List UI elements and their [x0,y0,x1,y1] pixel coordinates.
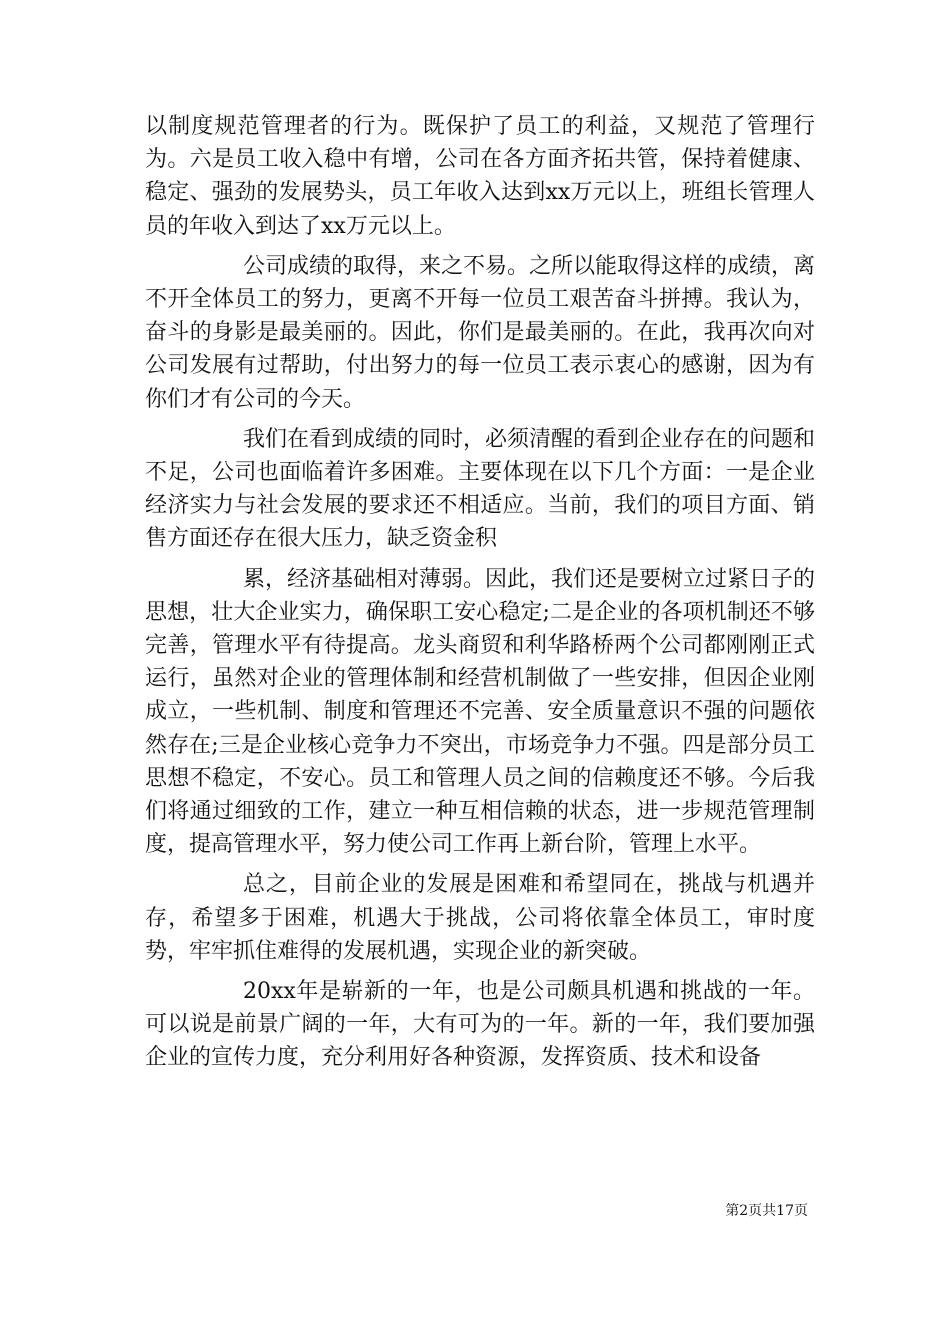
paragraph-4: 累，经济基础相对薄弱。因此，我们还是要树立过紧日子的思想，壮大企业实力，确保职工安心稳定;二是企业的各项机制还不够完善，管理水平有待提高。龙头商贸和利华路桥两个公司都刚刚正式运行，虽然对企业的管理体制和经营机制做了一些安排，但因企业刚成立，一些机制、制度和管理还不完善、安全质量意识不强的问题依然存在;三是企业核心竞争力不突出，市场竞争力不强。四是部分员工思想不稳定，不安心。员工和管理人员之间的信赖度还不够。今后我们将通过细致的工作，建立一种互相信赖的状态，进一步规范管理制度，提高管理水平，努力使公司工作再上新台阶，管理上水平。 [145,566,816,858]
paragraph-6: 20xx年是崭新的一年，也是公司颇具机遇和挑战的一年。可以说是前景广阔的一年，大有可为的一年。新的一年，我们要加强企业的宣传力度，充分利用好各种资源，发挥资质、技术和设备 [145,979,815,1071]
paragraph-gap [145,861,815,868]
paragraph-gap [145,968,815,975]
paragraph-gap [145,556,815,563]
paragraph-2: 公司成绩的取得，来之不易。之所以能取得这样的成绩，离不开全体员工的努力，更离不开每一位员工艰苦奋斗拼搏。我认为，奋斗的身影是最美丽的。因此，你们是最美丽的。在此，我再次向对公司发展有过帮助，付出努力的每一位员工表示衷心的感谢，因为有你们才有公司的今天。 [145,253,816,412]
paragraph-1: 以制度规范管理者的行为。既保护了员工的利益，又规范了管理行为。六是员工收入稳中有增，公司在各方面齐拓共管，保持着健康、稳定、强劲的发展势头，员工年收入达到xx万元以上，班组长管理人员的年收入到达了xx万元以上。 [145,114,815,239]
paragraph-3: 我们在看到成绩的同时，必须清醒的看到企业存在的问题和不足，公司也面临着许多困难。主要体现在以下几个方面：一是企业经济实力与社会发展的要求还不相适应。当前，我们的项目方面、销售方面还存在很大压力，缺乏资金积 [145,426,816,552]
page-number-footer: 第2页共17页 [725,1203,808,1219]
document-body [145,110,815,1075]
paragraph-gap [145,416,815,423]
paragraph-gap [145,243,815,250]
paragraph-5: 总之，目前企业的发展是困难和希望同在，挑战与机遇并存，希望多于困难，机遇大于挑战，公司将依靠全体员工，审时度势，牢牢抓住难得的发展机遇，实现企业的新突破。 [145,872,815,964]
